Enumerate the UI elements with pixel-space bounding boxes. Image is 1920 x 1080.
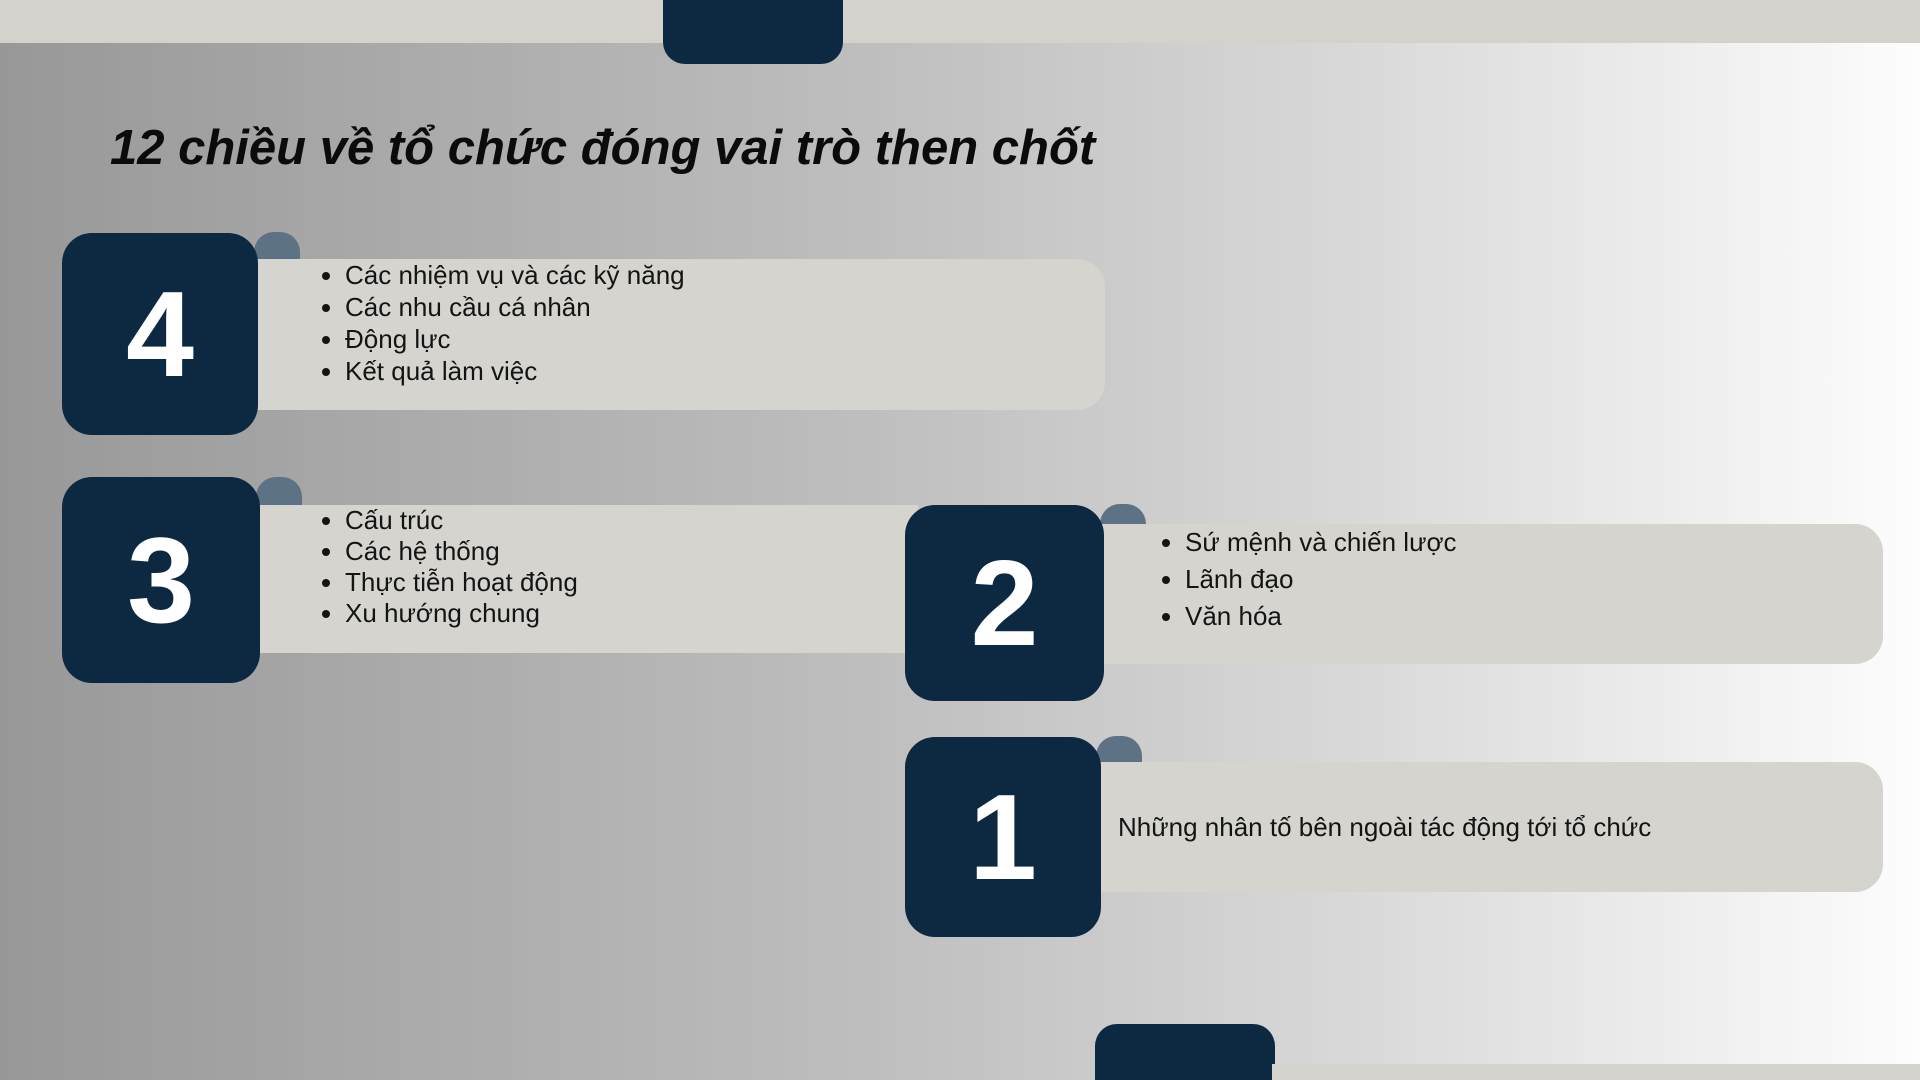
bullet-item: • Các hệ thống	[345, 536, 898, 567]
bullet-list-2	[1000, 524, 1883, 635]
bullet-item: • Các nhu cầu cá nhân	[345, 291, 1085, 323]
top-tab-decoration	[663, 0, 843, 64]
bullet-item: • Văn hóa	[1185, 598, 1863, 635]
bullet-item: • Xu hướng chung	[345, 598, 898, 629]
bullet-item: • Cấu trúc	[345, 505, 898, 536]
block-1-text: Những nhân tố bên ngoài tác động tới tổ chức	[1118, 811, 1652, 842]
number-label: 2	[970, 535, 1039, 671]
top-bar-decoration	[0, 0, 1920, 43]
content-sheet-3	[160, 505, 918, 653]
bullet-list-4	[160, 259, 1105, 387]
number-card-4	[62, 233, 258, 435]
number-label: 4	[126, 266, 194, 402]
bullet-item: • Sứ mệnh và chiến lược	[1185, 524, 1863, 561]
bullet-item: • Các nhiệm vụ và các kỹ năng	[345, 259, 1085, 291]
bullet-item: • Lãnh đạo	[1185, 561, 1863, 598]
bullet-list-3	[160, 505, 918, 629]
bullet-item: • Thực tiễn hoạt động	[345, 567, 898, 598]
number-card-2	[905, 505, 1104, 701]
bottom-bar-decoration	[1272, 1064, 1920, 1080]
content-sheet-2	[1000, 524, 1883, 664]
number-card-1	[905, 737, 1101, 937]
number-label: 1	[969, 769, 1037, 905]
bullet-item: • Kết quả làm việc	[345, 355, 1085, 387]
content-sheet-1	[1000, 762, 1883, 892]
number-card-3	[62, 477, 260, 683]
bullet-item: • Động lực	[345, 323, 1085, 355]
number-label: 3	[127, 512, 195, 648]
bottom-tab-decoration	[1095, 1024, 1275, 1080]
page-title: 12 chiều về tổ chức đóng vai trò then chốt	[110, 121, 1096, 175]
content-sheet-4	[160, 259, 1105, 410]
